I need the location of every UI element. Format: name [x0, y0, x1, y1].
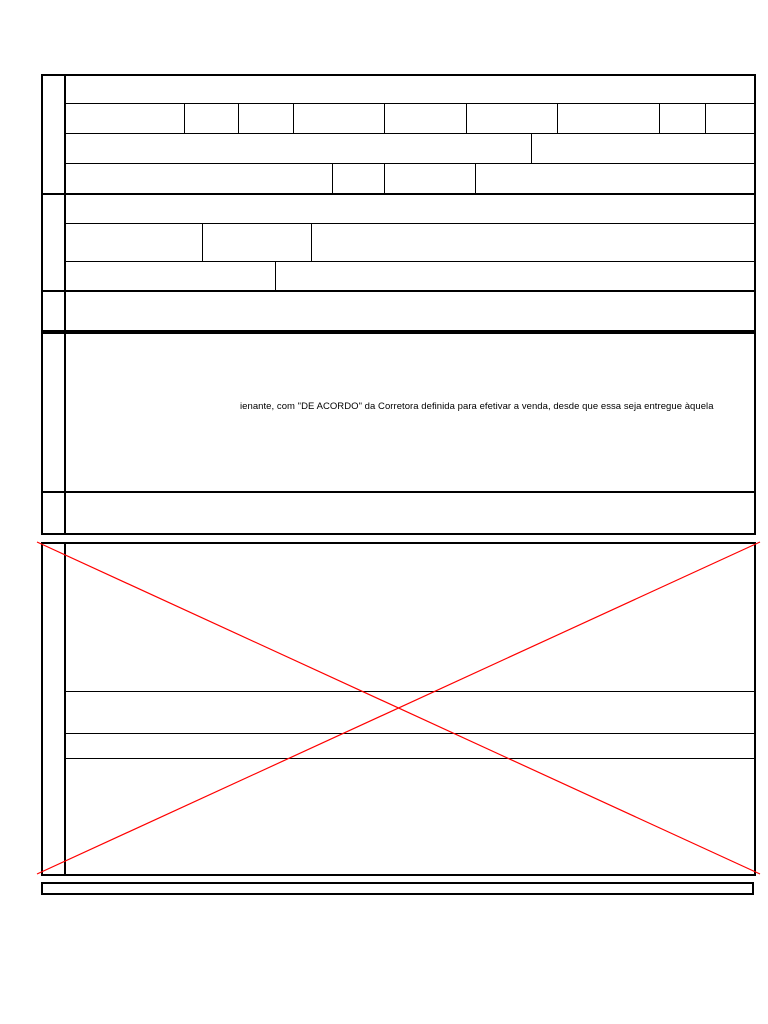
clause-text: ienante, com "DE ACORDO" da Corretora definida para efetivar a venda, desde que essa seja entregue àquela — [240, 401, 714, 412]
